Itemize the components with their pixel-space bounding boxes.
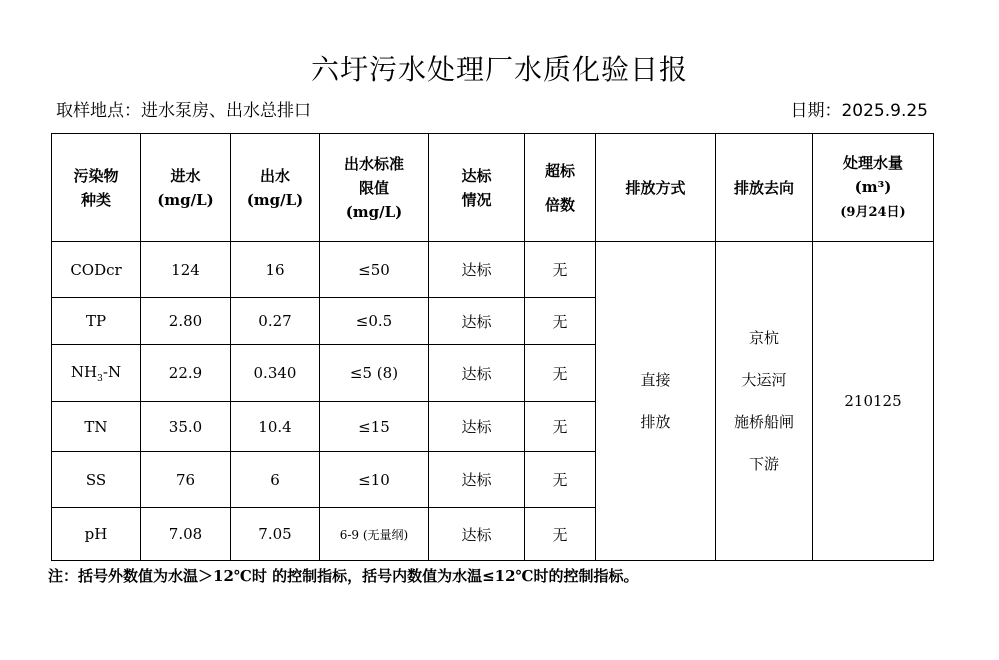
effluent-value: 16 bbox=[231, 242, 320, 298]
effluent-value: 6 bbox=[231, 452, 320, 508]
header-effluent: 出水 (mg/L) bbox=[231, 134, 320, 242]
influent-value: 35.0 bbox=[141, 402, 231, 452]
influent-value: 22.9 bbox=[141, 345, 231, 402]
exceed-value: 无 bbox=[525, 242, 596, 298]
treated-volume: 210125 bbox=[813, 242, 934, 561]
pollutant-name: TN bbox=[52, 402, 141, 452]
header-limit: 出水标准 限值 (mg/L) bbox=[320, 134, 429, 242]
table-row bbox=[52, 242, 934, 298]
pollutant-name: SS bbox=[52, 452, 141, 508]
pollutant-name: CODcr bbox=[52, 242, 141, 298]
exceed-value: 无 bbox=[525, 402, 596, 452]
pollutant-name: TP bbox=[52, 298, 141, 345]
influent-value: 76 bbox=[141, 452, 231, 508]
exceed-value: 无 bbox=[525, 508, 596, 561]
header-exceed: 超标 倍数 bbox=[525, 134, 596, 242]
pollutant-name: pH bbox=[52, 508, 141, 561]
compliance-value: 达标 bbox=[429, 402, 525, 452]
discharge-dest-cell: 京杭 大运河 施桥船闸 下游 bbox=[716, 242, 813, 561]
compliance-value: 达标 bbox=[429, 452, 525, 508]
compliance-value: 达标 bbox=[429, 242, 525, 298]
limit-value: ≤10 bbox=[320, 452, 429, 508]
effluent-value: 0.340 bbox=[231, 345, 320, 402]
exceed-value: 无 bbox=[525, 345, 596, 402]
header-row bbox=[52, 134, 934, 242]
exceed-value: 无 bbox=[525, 298, 596, 345]
discharge-method-cell: 直接 排放 bbox=[596, 242, 716, 561]
limit-value: 6-9 (无量纲) bbox=[320, 508, 429, 561]
header-discharge-dest: 排放去向 bbox=[716, 134, 813, 242]
report-title: 六圩污水处理厂水质化验日报 bbox=[310, 53, 688, 86]
pollutant-name: $NH_3-N$ bbox=[52, 345, 141, 402]
compliance-value: 达标 bbox=[429, 508, 525, 561]
header-discharge-method: 排放方式 bbox=[596, 134, 716, 242]
header-pollutant: 污染物 种类 bbox=[52, 134, 141, 242]
water-quality-table bbox=[51, 133, 934, 561]
influent-value: 124 bbox=[141, 242, 231, 298]
limit-value: ≤5 (8) bbox=[320, 345, 429, 402]
effluent-value: 10.4 bbox=[231, 402, 320, 452]
compliance-value: 达标 bbox=[429, 345, 525, 402]
limit-value: ≤50 bbox=[320, 242, 429, 298]
limit-value: ≤0.5 bbox=[320, 298, 429, 345]
header-compliance: 达标 情况 bbox=[429, 134, 525, 242]
effluent-value: 0.27 bbox=[231, 298, 320, 345]
influent-value: 2.80 bbox=[141, 298, 231, 345]
sampling-location: 取样地点：进水泵房、出水总排口 bbox=[56, 101, 311, 121]
effluent-value: 7.05 bbox=[231, 508, 320, 561]
compliance-value: 达标 bbox=[429, 298, 525, 345]
footnote: 注：括号外数值为水温＞12℃时 的控制指标，括号内数值为水温≤12℃时的控制指标。 bbox=[48, 567, 639, 585]
limit-value: ≤15 bbox=[320, 402, 429, 452]
exceed-value: 无 bbox=[525, 452, 596, 508]
header-volume: 处理水量 (m³) (9月24日) bbox=[813, 134, 934, 242]
influent-value: 7.08 bbox=[141, 508, 231, 561]
report-date: 日期：2025.9.25 bbox=[790, 101, 928, 121]
header-influent: 进水 (mg/L) bbox=[141, 134, 231, 242]
